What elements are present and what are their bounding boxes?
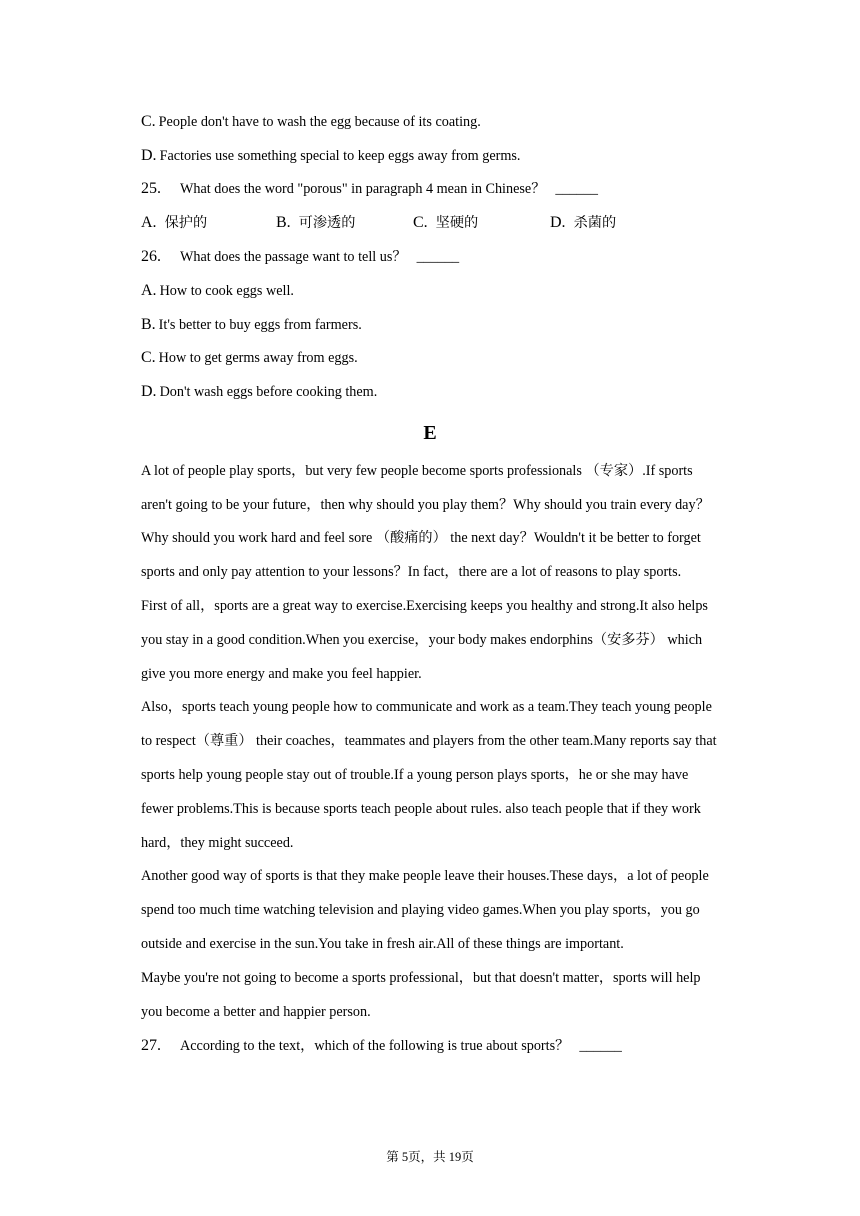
page-footer: 第 5页，共 19页 [386,1150,474,1164]
option-letter: C. [413,214,428,231]
q25-option-d [550,213,616,233]
answer-blank: ______ [416,249,460,265]
q24-option-d [141,146,761,166]
q26-option-b [141,315,761,335]
option-letter: D. [550,214,566,231]
question-text: According to the text，which of the following is true about sports？ [180,1038,570,1054]
passage-line: fewer problems.This is because sports teach people about rules. also teach people that if they work [141,801,701,817]
passage-line: sports help young people stay out of trouble.If a young person plays sports，he or she may have [141,767,689,783]
question-text: What does the word "porous" in paragraph 4 mean in Chinese？ [180,181,546,197]
q25-option-a [141,213,207,233]
passage-line: Also，sports teach young people how to communicate and work as a team.They teach young people [141,699,712,715]
option-text: It's better to buy eggs from farmers. [158,317,362,333]
option-letter: D. [141,147,157,164]
passage-line: aren't going to be your future，then why should you play them？Why should you train every day？ [141,497,710,513]
passage-line: sports and only pay attention to your lessons？In fact，there are a lot of reasons to play sports. [141,564,682,580]
q26-option-c [141,348,761,368]
option-text: 可渗透的 [298,215,356,231]
passage-line: spend too much time watching television and playing video games.When you play sports，you go [141,902,700,918]
q25-options [141,213,761,233]
question-number: 25. [141,180,161,197]
passage-line: to respect（尊重） their coaches，teammates and players from the other team.Many reports say that [141,733,717,749]
option-text: How to get germs away from eggs. [158,350,358,366]
option-text: How to cook eggs well. [159,283,294,299]
q26-option-a [141,281,761,301]
question-text: What does the passage want to tell us？ [180,249,407,265]
passage-line: outside and exercise in the sun.You take in fresh air.All of these things are important. [141,936,624,952]
passage-line: hard，they might succeed. [141,835,294,851]
passage-line: Maybe you're not going to become a sports professional，but that doesn't matter，sports will help [141,970,701,986]
option-letter: C. [141,349,156,366]
option-text: Factories use something special to keep eggs away from germs. [159,148,521,164]
question-26 [141,247,761,267]
option-text: 坚硬的 [435,215,479,231]
question-number: 26. [141,248,161,265]
answer-blank: ______ [579,1038,622,1054]
passage-line: you become a better and happier person. [141,1004,371,1020]
option-text: 杀菌的 [573,215,617,231]
q25-option-c [413,213,478,233]
option-letter: B. [141,316,156,333]
option-letter: B. [276,214,291,231]
section-heading: E [423,422,437,444]
question-number: 27. [141,1037,161,1054]
answer-blank: ______ [555,181,598,197]
option-letter: C. [141,113,156,130]
option-text: Don't wash eggs before cooking them. [159,384,378,400]
passage-line: Another good way of sports is that they make people leave their houses.These days，a lot of people [141,868,709,884]
passage-line: Why should you work hard and feel sore （酸痛的） the next day？Wouldn't it be better to forget [141,530,701,546]
q24-option-c [141,112,761,132]
q26-option-d [141,382,761,402]
option-letter: D. [141,383,157,400]
option-letter: A. [141,214,157,231]
passage-line: A lot of people play sports，but very few people become sports professionals （专家）.If sports [141,463,693,479]
option-text: People don't have to wash the egg because of its coating. [158,114,481,130]
option-letter: A. [141,282,157,299]
passage-line: First of all，sports are a great way to exercise.Exercising keeps you healthy and strong.It also helps [141,598,708,614]
q25-option-b [276,213,355,233]
passage-line: you stay in a good condition.When you exercise，your body makes endorphins（安多芬） which [141,632,703,648]
question-27 [141,1036,761,1056]
passage-line: give you more energy and make you feel happier. [141,666,422,682]
option-text: 保护的 [164,215,208,231]
question-25 [141,179,761,199]
